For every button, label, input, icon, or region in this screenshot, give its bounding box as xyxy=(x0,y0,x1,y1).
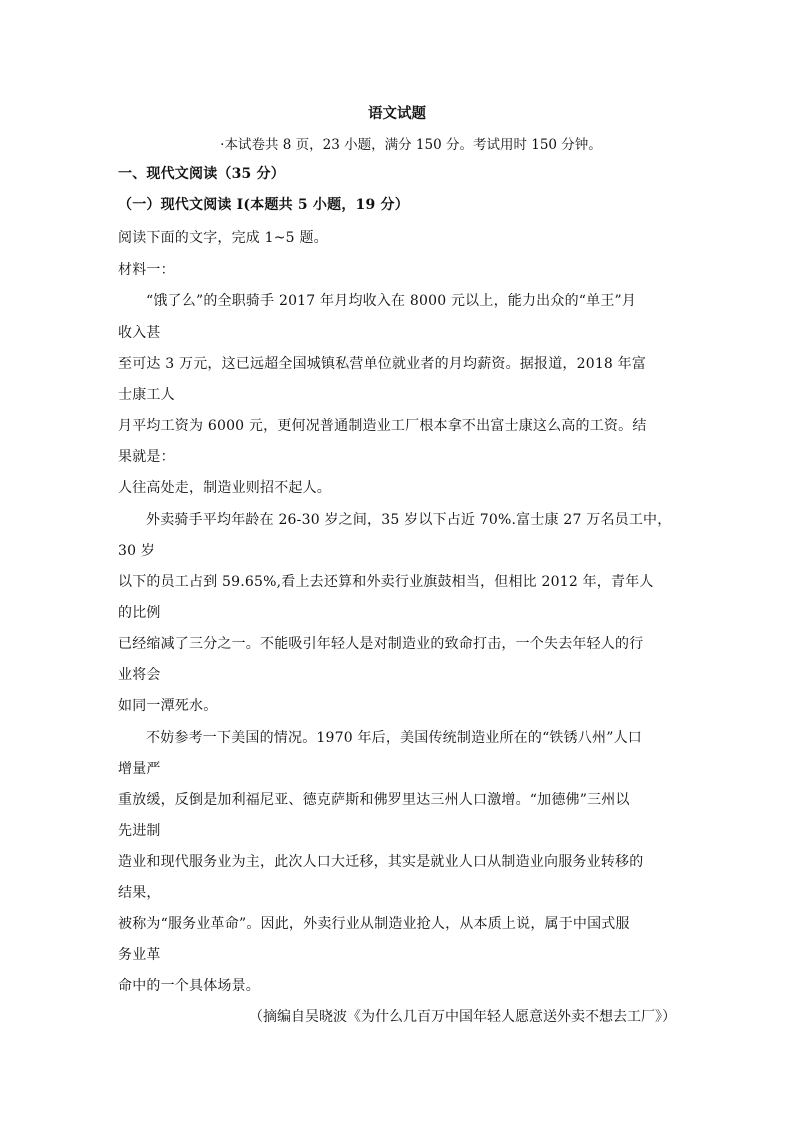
paragraph-line: 果就是： xyxy=(118,449,175,465)
source-citation: （摘编自吴晓波《为什么几百万中国年轻人愿意送外卖不想去工厂》） xyxy=(249,1009,676,1025)
paragraph-line: 月平均工资为 6000 元，更何况普通制造业工厂根本拿不出富士康这么高的工资。结 xyxy=(118,418,647,434)
paragraph-line: 已经缩减了三分之一。不能吸引年轻人是对制造业的致命打击，一个失去年轻人的行 xyxy=(118,636,644,652)
paragraph-line: 的比例 xyxy=(118,605,161,621)
paragraph-line: 如同一潭死水。 xyxy=(118,698,218,714)
paragraph-line: 命中的一个具体场景。 xyxy=(118,978,260,994)
paragraph-line: “饿了么”的全职骑手 2017 年月均收入在 8000 元以上，能力出众的“单王”月 xyxy=(146,293,637,309)
paragraph-line: 至可达 3 万元，这已远超全国城镇私营单位就业者的月均薪资。据报道，2018 年富 xyxy=(118,356,647,372)
paragraph-line: 外卖骑手平均年龄在 26-30 岁之间，35 岁以下占近 70%.富士康 27 万名员工中， xyxy=(146,512,672,528)
section-heading: 一、现代文阅读（35 分） xyxy=(118,166,285,182)
paragraph-line: 收入甚 xyxy=(118,325,161,341)
paragraph-line: 30 岁 xyxy=(118,543,156,559)
paragraph-line: 人往高处走，制造业则招不起人。 xyxy=(118,480,331,496)
material-label: 材料一： xyxy=(118,262,175,278)
paragraph-line: 业将会 xyxy=(118,667,161,683)
paragraph-line: 增量严 xyxy=(118,761,161,777)
paragraph-line: 重放缓，反倒是加利福尼亚、德克萨斯和佛罗里达三州人口激增。“加德佛”三州以 xyxy=(118,792,630,808)
paragraph-line: 以下的员工占到 59.65%,看上去还算和外卖行业旗鼓相当，但相比 2012 年，青年人 xyxy=(118,574,654,590)
paragraph-line: 士康工人 xyxy=(118,387,175,403)
paragraph-line: 造业和现代服务业为主，此次人口大迁移，其实是就业人口从制造业向服务业转移的 xyxy=(118,854,644,870)
reading-instruction: 阅读下面的文字，完成 1~5 题。 xyxy=(118,230,328,246)
paragraph-line: 结果， xyxy=(118,885,161,901)
paragraph-line: 务业革 xyxy=(118,947,161,963)
exam-notice: ·本试卷共 8 页，23 小题，满分 150 分。考试用时 150 分钟。 xyxy=(220,137,602,153)
paragraph-line: 被称为“服务业革命”。因此，外卖行业从制造业抢人，从本质上说，属于中国式服 xyxy=(118,916,630,932)
paragraph-line: 先进制 xyxy=(118,823,161,839)
page-title: 语文试题 xyxy=(368,105,426,122)
subsection-heading: （一）现代文阅读 I(本题共 5 小题，19 分） xyxy=(118,197,409,213)
paragraph-line: 不妨参考一下美国的情况。1970 年后，美国传统制造业所在的“铁锈八州”人口 xyxy=(146,730,642,746)
